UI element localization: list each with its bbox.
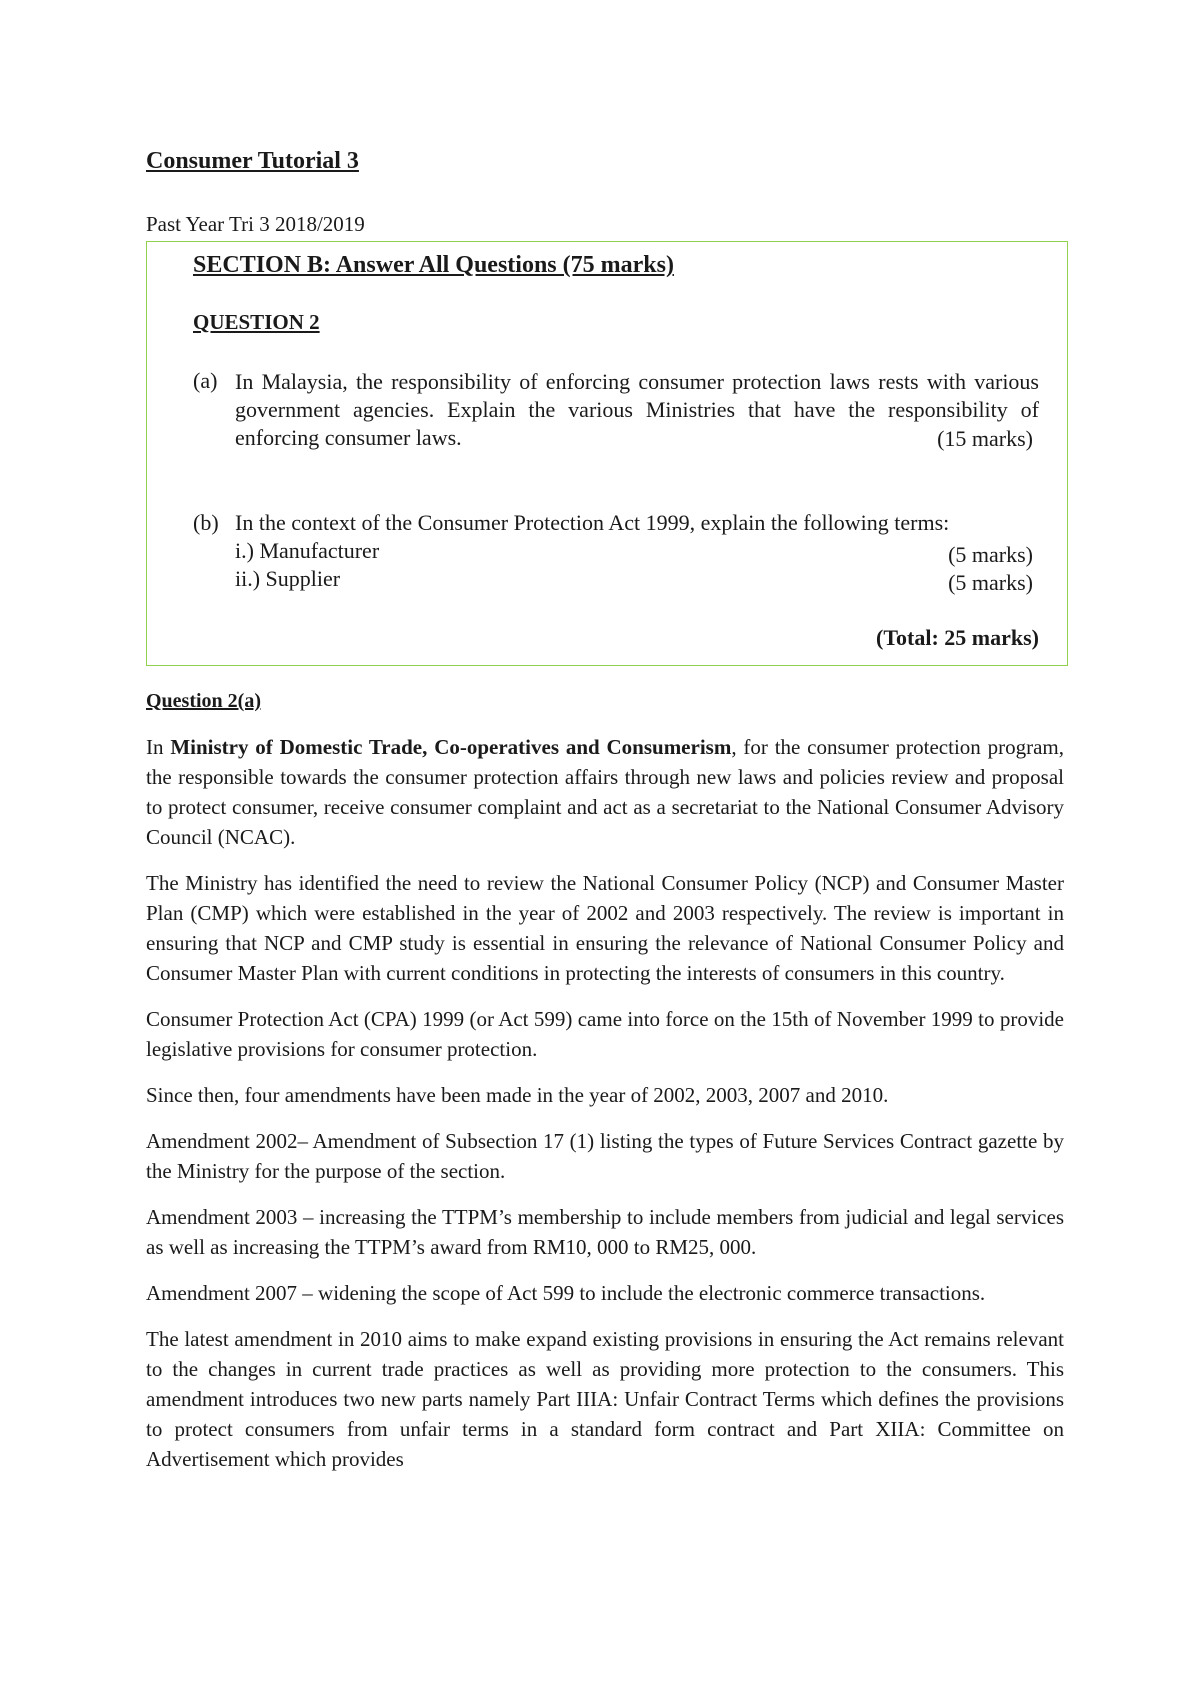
answer-paragraph: Amendment 2002– Amendment of Subsection 17 (1) listing the types of Future Services Contract gazette by the Ministry for the purpose of the section.: [146, 1129, 1064, 1183]
part-b-text: In the context of the Consumer Protection Act 1999, explain the following terms:: [235, 510, 950, 535]
answer-heading: Question 2(a): [146, 690, 261, 712]
part-a-label: (a): [193, 368, 218, 393]
answer-paragraph: [146, 732, 1064, 852]
question-heading: QUESTION 2: [193, 310, 320, 334]
question-box: [146, 241, 1068, 666]
part-b-item-manufacturer-marks: (5 marks): [948, 542, 1033, 567]
total-marks: (Total: 25 marks): [876, 625, 1039, 650]
answer-body: [146, 732, 1064, 1490]
part-a-text: In Malaysia, the responsibility of enforcing consumer protection laws rests with various government agencies. Explain the various Ministries that have the responsibility of enforcing consumer laws.: [235, 369, 1039, 450]
answer-paragraph: Since then, four amendments have been made in the year of 2002, 2003, 2007 and 2010.: [146, 1083, 889, 1107]
part-b-item-supplier-marks: (5 marks): [948, 570, 1033, 595]
answer-paragraph: Amendment 2003 – increasing the TTPM’s membership to include members from judicial and legal services as well as increasing the TTPM’s award from RM10, 000 to RM25, 000.: [146, 1205, 1064, 1259]
part-b-item-manufacturer: i.) Manufacturer: [235, 538, 380, 563]
part-a-marks: (15 marks): [937, 426, 1033, 451]
section-heading: SECTION B: Answer All Questions (75 marks): [193, 252, 674, 278]
answer-p1-rest: , for the consumer protection program, the responsible towards the consumer protection affairs through new laws and policies review and proposal to protect consumer, receive consumer complaint and act as a secretariat to the National Consumer Advisory Council (NCAC).: [146, 735, 1064, 849]
document-title: Consumer Tutorial 3: [146, 148, 359, 174]
answer-paragraph: Consumer Protection Act (CPA) 1999 (or Act 599) came into force on the 15th of November 1999 to provide legislative provisions for consumer protection.: [146, 1007, 1064, 1061]
answer-paragraph: The latest amendment in 2010 aims to make expand existing provisions in ensuring the Act remains relevant to the changes in current trade practices as well as providing more protection to the consumers. This amendment introduces two new parts namely Part IIIA: Unfair Contract Terms which defines the provisions to protect consumers from unfair terms in a standard form contract and Part XIIA: Committee on Advertisement which provides: [146, 1327, 1064, 1471]
answer-paragraph: Amendment 2007 – widening the scope of Act 599 to include the electronic commerce transactions.: [146, 1281, 986, 1305]
ministry-name: Ministry of Domestic Trade, Co-operatives and Consumerism: [170, 735, 732, 759]
part-b-item-supplier: ii.) Supplier: [235, 566, 341, 591]
answer-paragraph: The Ministry has identified the need to review the National Consumer Policy (NCP) and Consumer Master Plan (CMP) which were established in the year of 2002 and 2003 respectively. The review is important in ensuring that NCP and CMP study is essential in ensuring the relevance of National Consumer Policy and Consumer Master Plan with current conditions in protecting the interests of consumers in this country.: [146, 871, 1064, 985]
answer-p1-prefix: In: [146, 735, 171, 759]
document-subtitle: Past Year Tri 3 2018/2019: [146, 212, 365, 236]
part-b-label: (b): [193, 510, 219, 535]
